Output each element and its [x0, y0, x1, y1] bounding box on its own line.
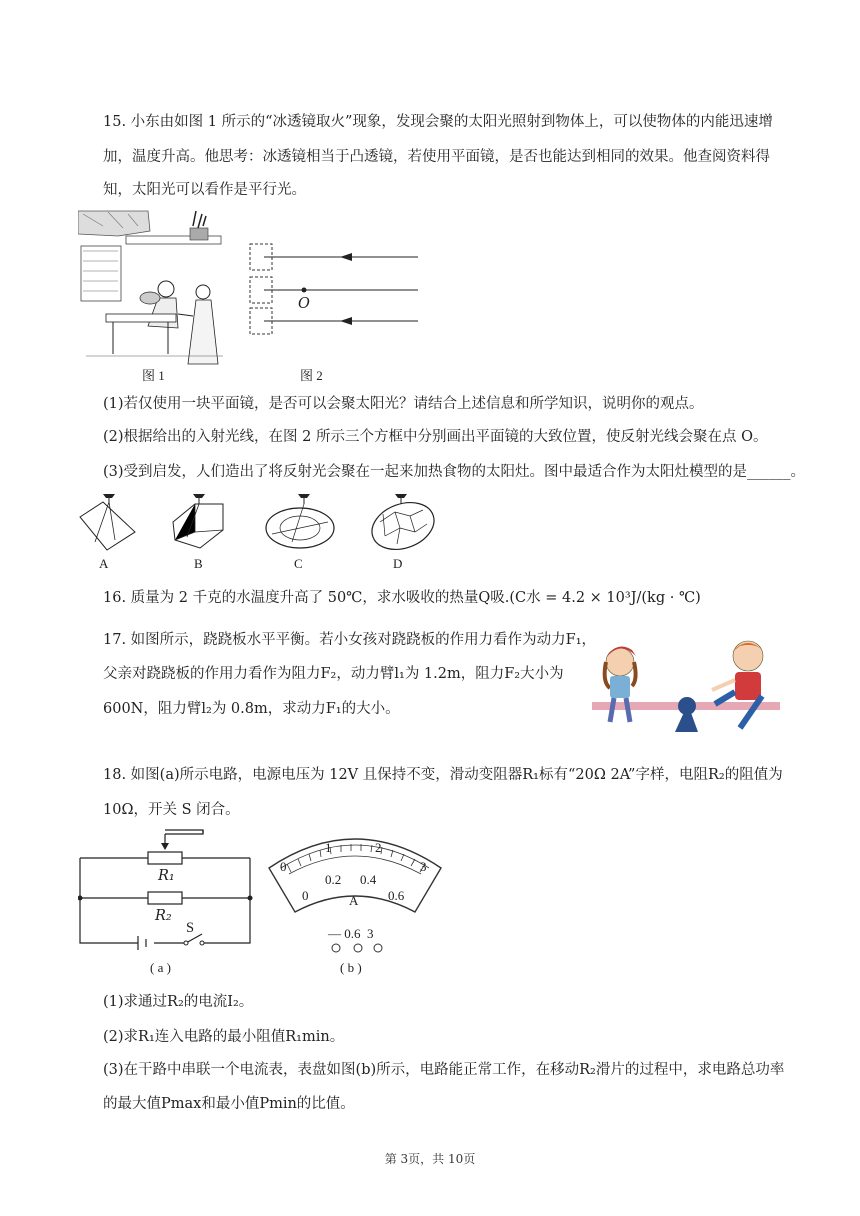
meter-lower-2: 0.4: [360, 872, 377, 887]
q17-line-1: 17. 如图所示，跷跷板水平平衡。若小女孩对跷跷板的作用力看作为动力F₁，: [103, 632, 597, 648]
page-footer: 第 3页，共 10页: [384, 1152, 476, 1166]
q18-line-2: 10Ω，开关 S 闭合。: [103, 802, 240, 818]
point-o-label: O: [298, 296, 310, 312]
r1-label: R₁: [158, 868, 175, 884]
meter-upper-2: 2: [375, 840, 382, 855]
q16-text: 16. 质量为 2 千克的水温度升高了 50℃，求水吸收的热量Q吸.(C水 = 4.2 × 10³J/(kg · ℃): [103, 590, 701, 606]
option-a-figure: [75, 492, 140, 552]
meter-upper-1: 1: [325, 840, 332, 855]
q18-part-2: (2)求R₁连入电路的最小阻值R₁min。: [103, 1029, 345, 1045]
option-b-label: B: [194, 556, 203, 571]
seesaw-illustration: [590, 632, 782, 740]
terminal-posts: [328, 942, 388, 954]
switch-s-label: S: [186, 920, 195, 936]
meter-lower-3: 0.6: [388, 888, 405, 903]
option-c-label: C: [294, 556, 303, 571]
option-c-figure: [262, 492, 337, 552]
option-d-figure: [365, 492, 440, 552]
q18-part-3: (3)在干路中串联一个电流表，表盘如图(b)所示，电路能正常工作，在移动R₂滑片的过程中，求电路总功率: [103, 1062, 785, 1078]
figure-a-caption: ( a ): [150, 960, 171, 975]
q15-part-1: (1)若仅使用一块平面镜，是否可以会聚太阳光？请结合上述信息和所学知识，说明你的观点。: [103, 396, 704, 412]
q17-line-2: 父亲对跷跷板的作用力看作为阻力F₂，动力臂l₁为 1.2m，阻力F₂大小为: [103, 666, 564, 682]
meter-upper-0: 0: [280, 859, 287, 874]
q15-line-3: 知，太阳光可以看作是平行光。: [103, 182, 306, 198]
q15-part-2: (2)根据给出的入射光线，在图 2 所示三个方框中分别画出平面镜的大致位置，使反射光线会聚在点 O。: [103, 429, 768, 445]
r2-label: R₂: [155, 908, 172, 924]
option-b-figure: [165, 492, 230, 552]
q15-line-1: 15. 小东由如图 1 所示的“冰透镜取火”现象，发现会聚的太阳光照射到物体上，可以使物体的内能迅速增: [103, 114, 773, 130]
meter-lower-0: 0: [302, 888, 309, 903]
q18-line-1: 18. 如图(a)所示电路，电源电压为 12V 且保持不变，滑动变阻器R₁标有“20Ω 2A”字样，电阻R₂的阻值为: [103, 767, 783, 783]
figure-b-caption: ( b ): [340, 960, 362, 975]
q18-part-4: 的最大值Pmax和最小值Pmin的比值。: [103, 1096, 355, 1112]
circuit-diagram-a: [78, 828, 253, 950]
q18-part-1: (1)求通过R₂的电流I₂。: [103, 994, 254, 1010]
meter-lower-1: 0.2: [325, 872, 342, 887]
q15-part-3: (3)受到启发，人们造出了将反射光会聚在一起来加热食物的太阳灶。图中最适合作为太阳灶模型的是______。: [103, 464, 806, 480]
meter-unit-a: A: [349, 893, 359, 908]
q15-line-2: 加，温度升高。他思考：冰透镜相当于凸透镜，若使用平面镜，是否也能达到相同的效果。他查阅资料得: [103, 149, 770, 165]
meter-upper-3: 3: [420, 859, 427, 874]
figure-2-caption: 图 2: [300, 368, 323, 383]
meter-terminals: — 0.6 3: [328, 926, 374, 941]
figure-1-illustration: [78, 206, 228, 366]
option-a-label: A: [99, 556, 109, 571]
option-d-label: D: [393, 556, 403, 571]
figure-2-ray-diagram: [248, 242, 423, 342]
q17-line-3: 600N，阻力臂l₂为 0.8m，求动力F₁的大小。: [103, 701, 400, 717]
figure-1-caption: 图 1: [142, 368, 165, 383]
